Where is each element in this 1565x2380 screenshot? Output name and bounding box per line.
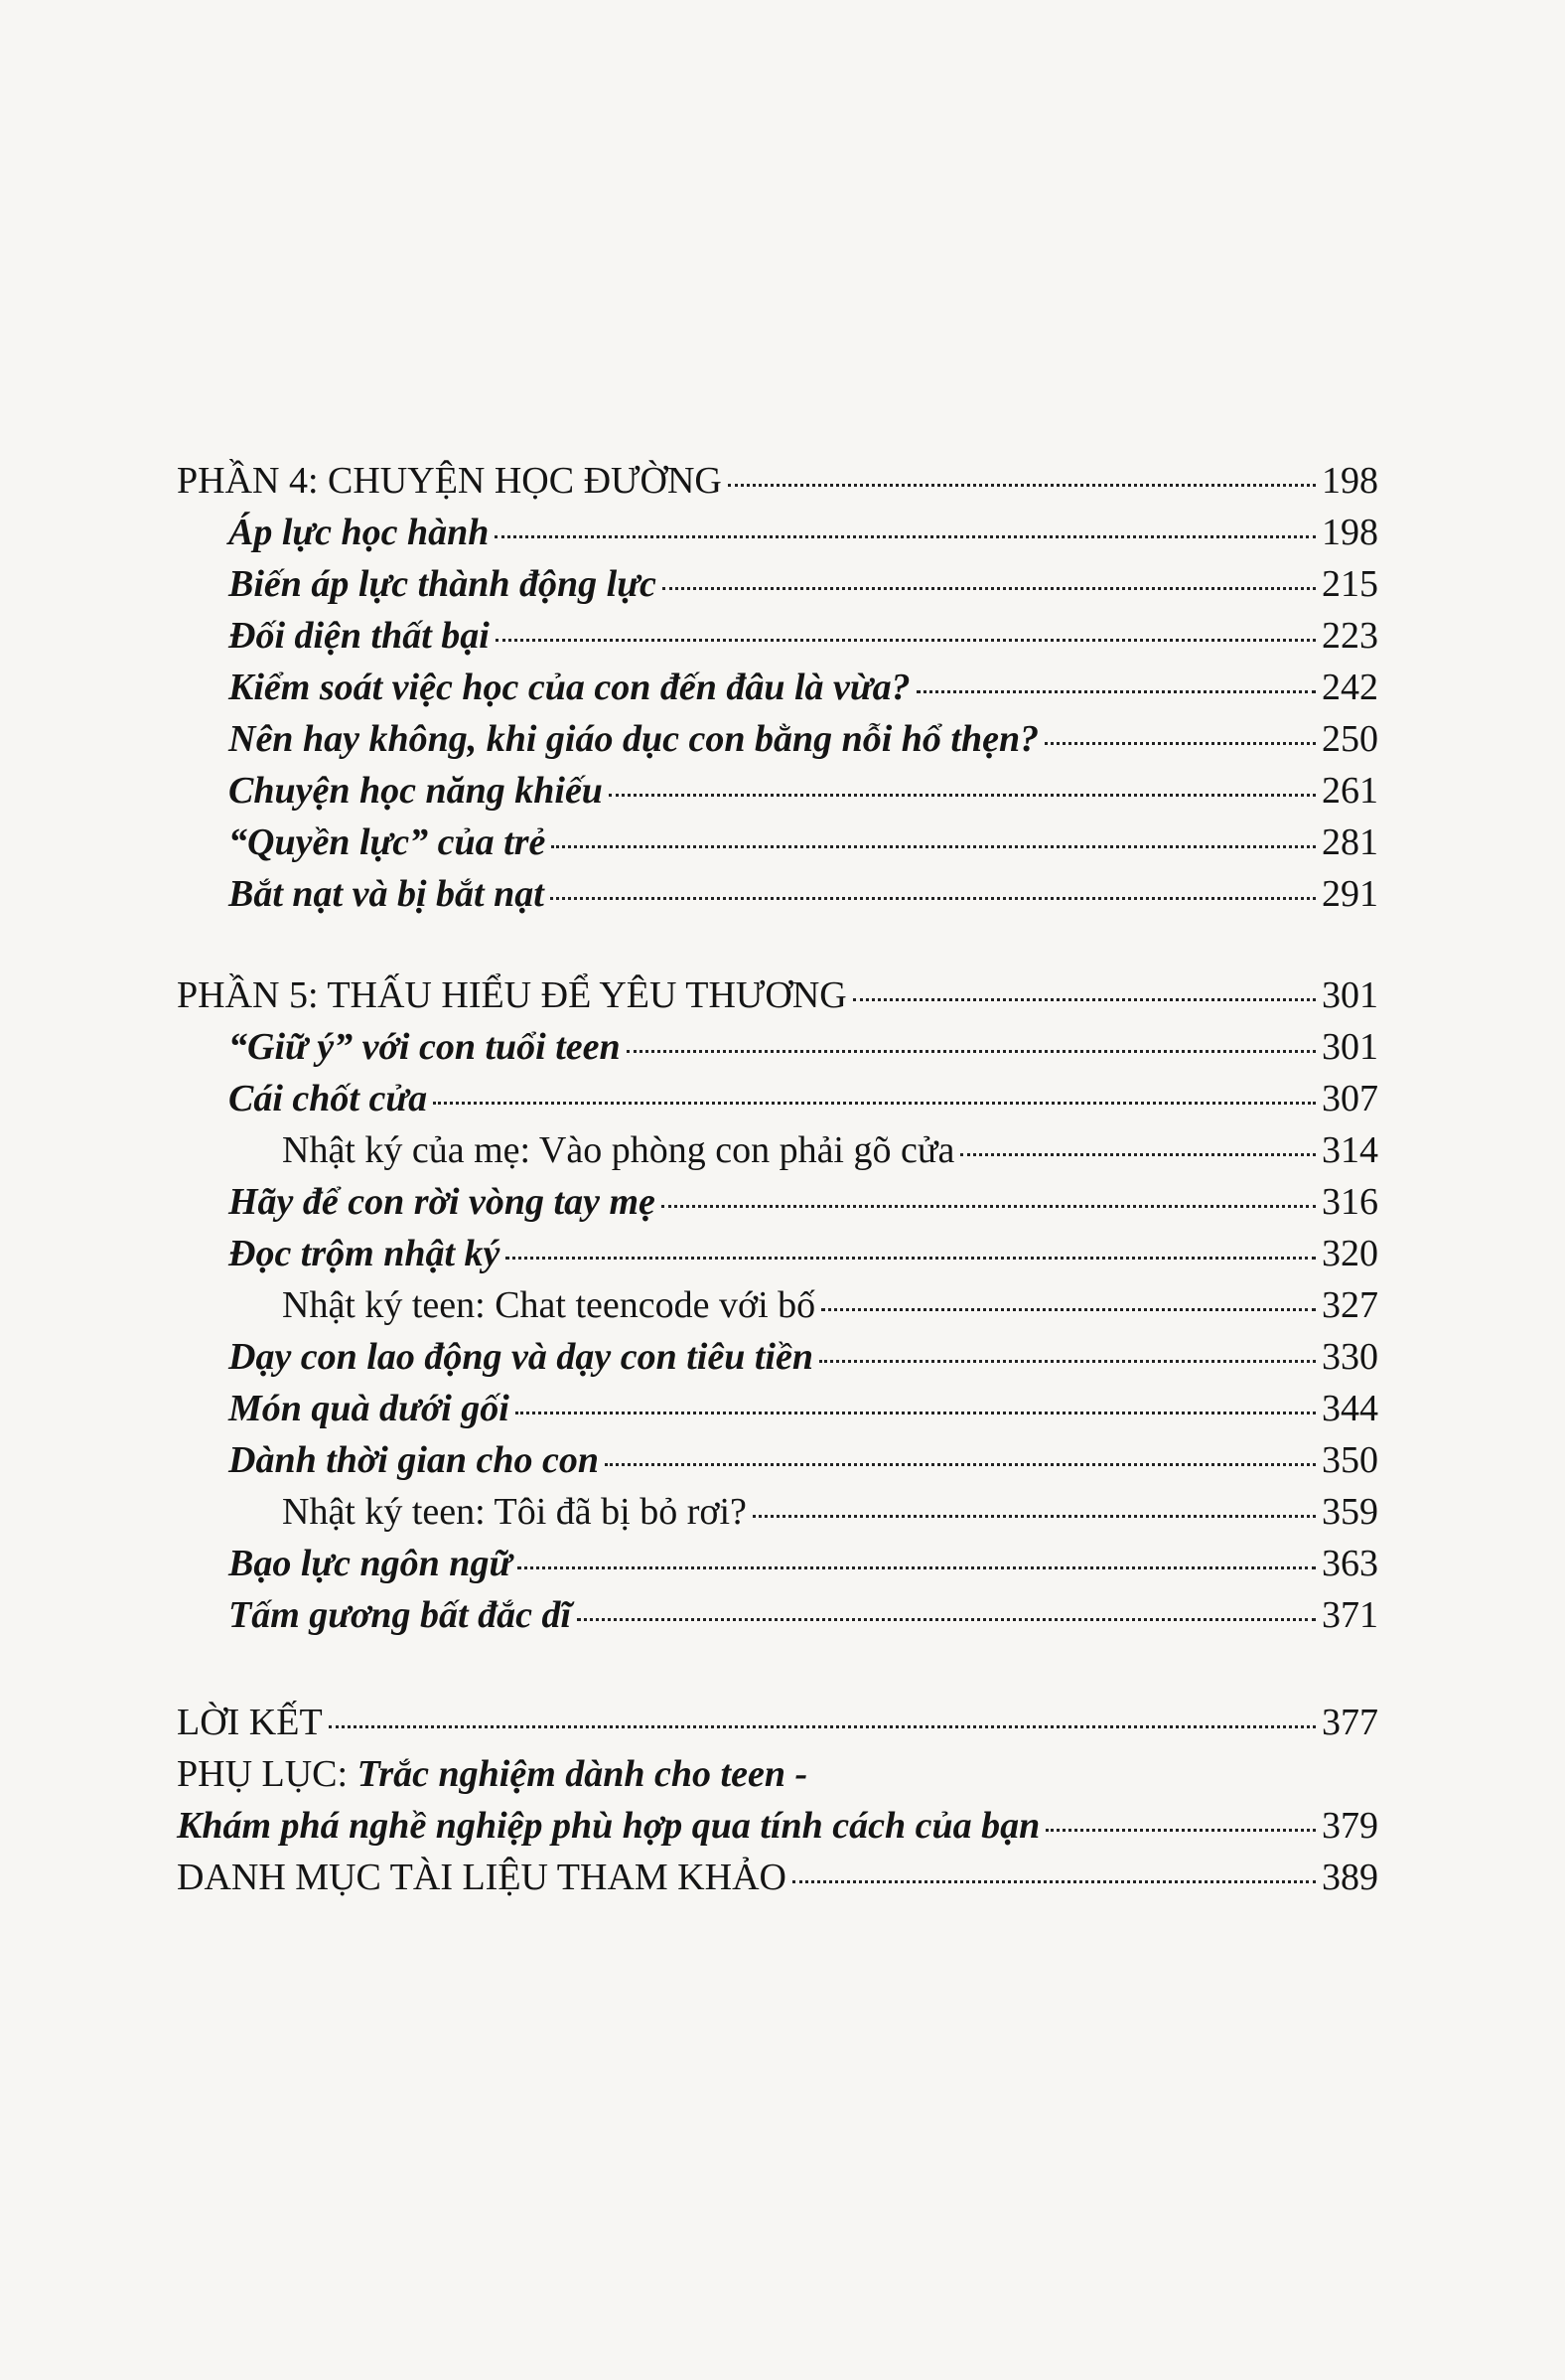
- toc-entry-page: 379: [1322, 1805, 1378, 1847]
- toc-entry-title: Chuyện học năng khiếu: [228, 770, 603, 812]
- toc-entry-page: 350: [1322, 1439, 1378, 1481]
- toc-entry: [177, 713, 1378, 765]
- toc-entry-page: 363: [1322, 1543, 1378, 1584]
- toc-entry: [177, 1589, 1378, 1641]
- toc-entry: [177, 1852, 1378, 1903]
- toc-entry-title: Hãy để con rời vòng tay mẹ: [228, 1181, 655, 1223]
- toc-entry-page: 316: [1322, 1181, 1378, 1223]
- dot-leader: [517, 1566, 1316, 1569]
- dot-leader: [496, 639, 1316, 642]
- toc-entry-title: Khám phá nghề nghiệp phù hợp qua tính cách của bạn: [177, 1805, 1041, 1847]
- toc-entry: [177, 1748, 1378, 1800]
- toc-entry-title: Đối diện thất bại: [228, 615, 490, 657]
- toc-entry-page: 320: [1322, 1233, 1378, 1274]
- toc-entry-title: Tấm gương bất đắc dĩ: [228, 1594, 572, 1636]
- dot-leader: [792, 1880, 1316, 1883]
- toc-entry: [177, 1434, 1378, 1486]
- toc-entry-title: Áp lực học hành: [228, 512, 490, 553]
- dot-leader: [609, 794, 1316, 797]
- toc-entry-title: Nên hay không, khi giáo dục con bằng nỗi hổ thẹn?: [228, 718, 1040, 760]
- dot-leader: [853, 998, 1316, 1001]
- toc-entry-page: 314: [1322, 1129, 1378, 1171]
- dot-leader: [917, 690, 1316, 693]
- dot-leader: [495, 535, 1316, 538]
- toc-entry-page: 261: [1322, 770, 1378, 812]
- toc-entry-title: “Giữ ý” với con tuổi teen: [228, 1026, 621, 1068]
- toc-entry-title: PHỤ LỤC: Trắc nghiệm dành cho teen -: [177, 1753, 808, 1795]
- toc-entry: [177, 1800, 1378, 1852]
- toc-entry-page: 389: [1322, 1857, 1378, 1898]
- toc-entry-page: 215: [1322, 563, 1378, 605]
- toc-entry-page: 327: [1322, 1284, 1378, 1326]
- dot-leader: [627, 1050, 1316, 1053]
- toc-entry: [177, 765, 1378, 817]
- toc-entry-title: Kiểm soát việc học của con đến đâu là vừa?: [228, 667, 911, 708]
- toc-entry-title: Nhật ký teen: Tôi đã bị bỏ rơi?: [282, 1491, 747, 1533]
- toc-entry-title: Đọc trộm nhật ký: [228, 1233, 500, 1274]
- dot-leader: [1045, 742, 1316, 745]
- toc-entry: [177, 969, 1378, 1021]
- toc-entry-title: LỜI KẾT: [177, 1702, 323, 1743]
- toc-entry: [177, 1228, 1378, 1279]
- dot-leader: [577, 1618, 1316, 1621]
- toc-entry-page: 377: [1322, 1702, 1378, 1743]
- toc-entry: [177, 455, 1378, 507]
- toc-entry-title: Cái chốt cửa: [228, 1078, 428, 1119]
- toc-entry: [177, 1021, 1378, 1073]
- dot-leader: [329, 1725, 1316, 1728]
- toc-entry: [177, 1331, 1378, 1383]
- toc-entry-title: DANH MỤC TÀI LIỆU THAM KHẢO: [177, 1857, 786, 1898]
- toc-entry: [177, 662, 1378, 713]
- toc-entry-title: Nhật ký của mẹ: Vào phòng con phải gõ cửa: [282, 1129, 955, 1171]
- toc-entry-page: 344: [1322, 1388, 1378, 1429]
- dot-leader: [960, 1153, 1316, 1156]
- toc-entry: [177, 1073, 1378, 1124]
- toc-entry-title: PHẦN 5: THẤU HIỂU ĐỂ YÊU THƯƠNG: [177, 974, 847, 1016]
- dot-leader: [605, 1463, 1316, 1466]
- toc-entry: [177, 1176, 1378, 1228]
- toc-entry-page: 281: [1322, 821, 1378, 863]
- toc-entry: [177, 1124, 1378, 1176]
- toc-entry: [177, 817, 1378, 868]
- toc-entry: [177, 1486, 1378, 1538]
- dot-leader: [551, 845, 1316, 848]
- toc-entry-title: Dạy con lao động và dạy con tiêu tiền: [228, 1336, 813, 1378]
- toc-entry: [177, 1538, 1378, 1589]
- dot-leader: [505, 1257, 1316, 1260]
- dot-leader: [1046, 1829, 1316, 1832]
- toc-entry-title: Dành thời gian cho con: [228, 1439, 600, 1481]
- dot-leader: [821, 1308, 1316, 1311]
- toc-entry-title: Món quà dưới gối: [228, 1388, 509, 1429]
- toc-entry-title: Bạo lực ngôn ngữ: [228, 1543, 512, 1584]
- toc-entry-title: Bắt nạt và bị bắt nạt: [228, 873, 544, 915]
- dot-leader: [819, 1360, 1316, 1363]
- toc-entry: [177, 868, 1378, 920]
- dot-leader: [550, 897, 1316, 900]
- toc-entry-page: 198: [1322, 460, 1378, 502]
- toc-entry: [177, 507, 1378, 558]
- toc-entry-page: 223: [1322, 615, 1378, 657]
- toc-entry-page: 242: [1322, 667, 1378, 708]
- toc-entry-title: PHẦN 4: CHUYỆN HỌC ĐƯỜNG: [177, 460, 722, 502]
- toc-entry-page: 198: [1322, 512, 1378, 553]
- dot-leader: [515, 1412, 1316, 1414]
- toc-entry-title: “Quyền lực” của trẻ: [228, 821, 546, 863]
- dot-leader: [661, 1205, 1316, 1208]
- toc-entry-page: 250: [1322, 718, 1378, 760]
- toc-entry-page: 301: [1322, 1026, 1378, 1068]
- toc-entry: [177, 1697, 1378, 1748]
- toc-entry-page: 307: [1322, 1078, 1378, 1119]
- toc-entry-page: 359: [1322, 1491, 1378, 1533]
- dot-leader: [662, 587, 1316, 590]
- dot-leader: [433, 1102, 1316, 1105]
- toc-entry-page: 301: [1322, 974, 1378, 1016]
- toc-entry: [177, 610, 1378, 662]
- toc-entry-title: Nhật ký teen: Chat teencode với bố: [282, 1284, 816, 1326]
- toc-entry: [177, 1279, 1378, 1331]
- toc-entry-page: 330: [1322, 1336, 1378, 1378]
- toc-entry: [177, 1383, 1378, 1434]
- toc-entry-title: Biến áp lực thành động lực: [228, 563, 656, 605]
- toc-entry: [177, 558, 1378, 610]
- toc-entry-page: 371: [1322, 1594, 1378, 1636]
- toc-entry-page: 291: [1322, 873, 1378, 915]
- dot-leader: [728, 484, 1316, 487]
- dot-leader: [753, 1515, 1316, 1518]
